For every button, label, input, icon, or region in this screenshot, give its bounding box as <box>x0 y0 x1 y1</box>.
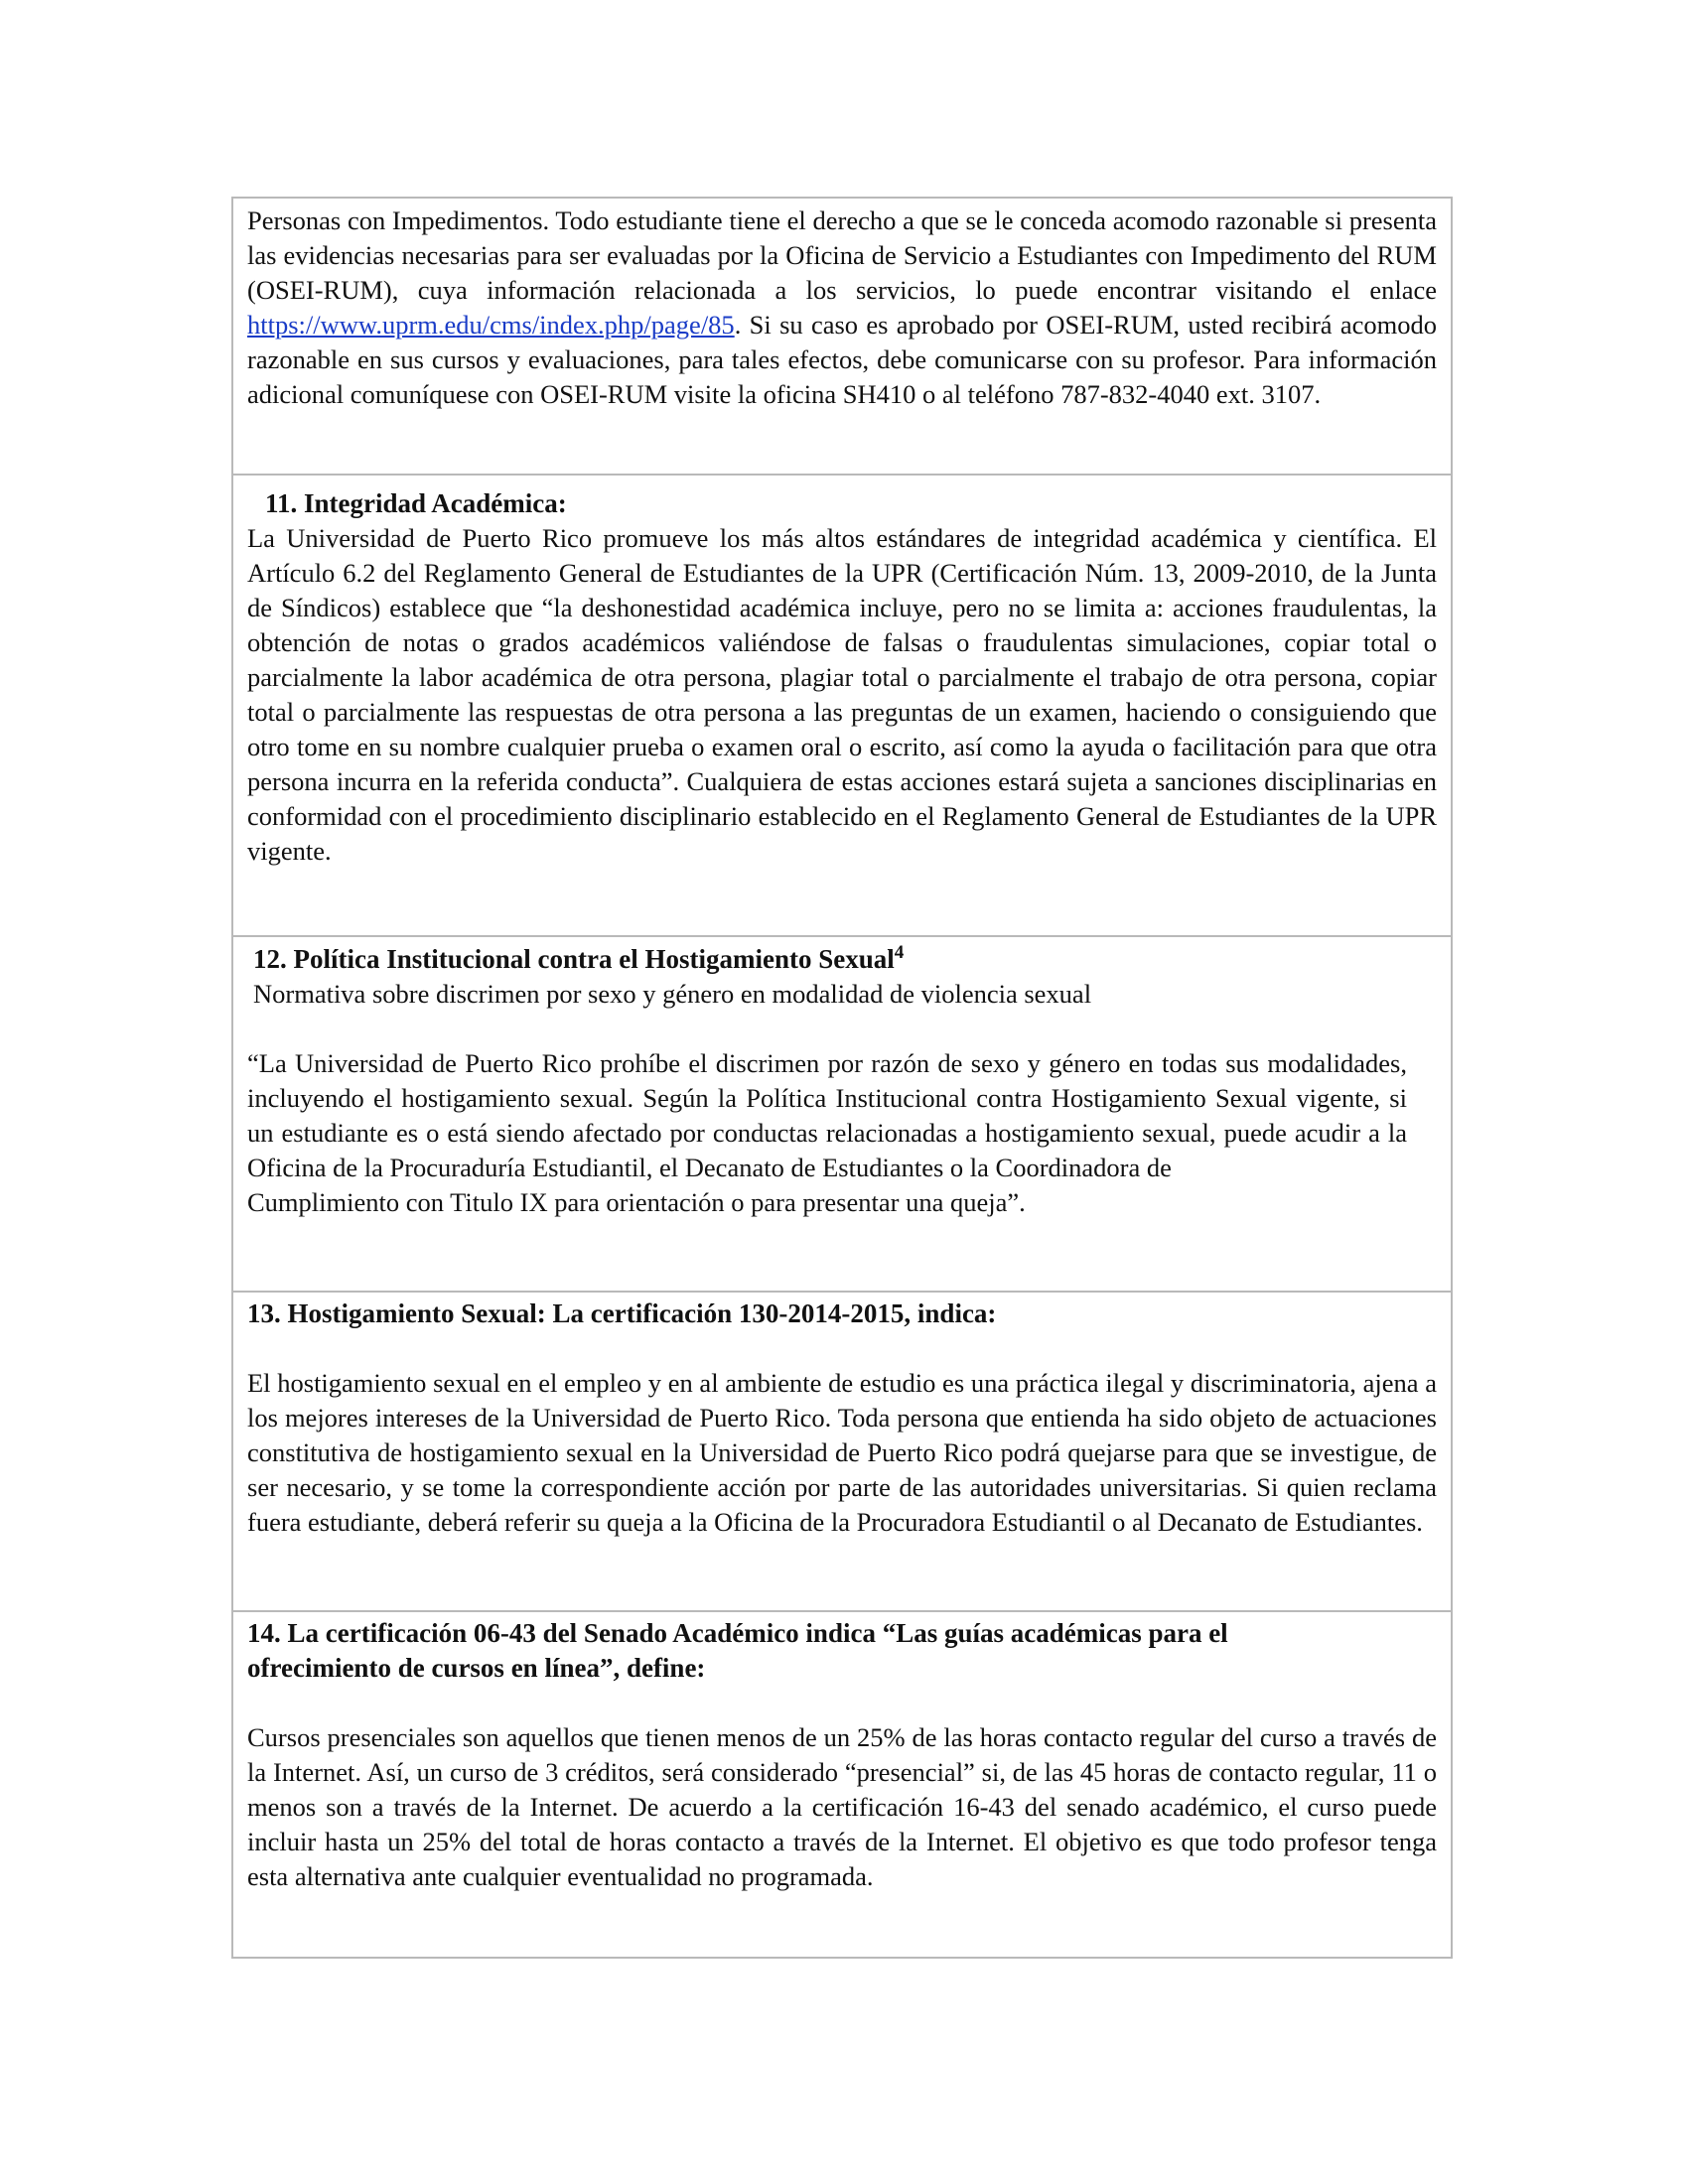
footnote-marker: 4 <box>894 942 905 963</box>
spacer <box>247 1012 1437 1046</box>
section-12-body: “La Universidad de Puerto Rico prohíbe el discrimen por razón de sexo y género en todas sus modalidades, incluyendo el hostigamiento sexual. Según la Política Institucional contra Hostigamiento Sexual vigente, si un estudiante es o está siendo afectado por conductas relacionadas a hostigamiento sexual, puede acudir a la Oficina de la Procuraduría Estudiantil, el Decanato de Estudiantes o la Coordinadora de <box>247 1048 1407 1182</box>
section-14-heading: 14. La certificación 06-43 del Senado Académico indica “Las guías académicas para el ofrecimiento de cursos en línea”, define: <box>247 1618 1228 1683</box>
section-11-heading: 11. Integridad Académica: <box>265 488 567 518</box>
section-11-row <box>233 474 1451 935</box>
spacer <box>247 1331 1437 1366</box>
section-14-row <box>233 1610 1451 1957</box>
section-14-body: Cursos presenciales son aquellos que tienen menos de un 25% de las horas contacto regular del curso a través de la Internet. Así, un curso de 3 créditos, será considerado “presencial” si, de las 45 horas de contacto regular, 11 o menos son a través de la Internet. De acuerdo a la certificación 16-43 del senado académico, el curso puede incluir hasta un 25% del total de horas contacto a través de la Internet. El objetivo es que todo profesor tenga esta alternativa ante cualquier eventualidad no programada. <box>247 1722 1437 1891</box>
spacer <box>247 1686 1437 1720</box>
section-10-text: Personas con Impedimentos. Todo estudiante tiene el derecho a que se le conceda acomodo razonable si presenta las evidencias necesarias para ser evaluadas por la Oficina de Servicio a Estudiantes con Impedimento del RUM (OSEI-RUM), cuya información relacionada a los servicios, lo puede encontrar visitando el enlace https://www.uprm.edu/cms/index.php/page/85. Si su caso es aprobado por OSEI-RUM, usted recibirá acomodo razonable en sus cursos y evaluaciones, para tales efectos, debe comunicarse con su profesor. Para información adicional comuníquese con OSEI-RUM visite la oficina SH410 o al teléfono 787-832-4040 ext. 3107. <box>247 205 1437 409</box>
section-13-body: El hostigamiento sexual en el empleo y en al ambiente de estudio es una práctica ilegal y discriminatoria, ajena a los mejores intereses de la Universidad de Puerto Rico. Toda persona que entienda ha sido objeto de actuaciones constitutiva de hostigamiento sexual en la Universidad de Puerto Rico podrá quejarse para que se investigue, de ser necesario, y se tome la correspondiente acción por parte de las autoridades universitarias. Si quien reclama fuera estudiante, deberá referir su queja a la Oficina de la Procuradora Estudiantil o al Decanato de Estudiantes. <box>247 1368 1437 1537</box>
section-12-row <box>233 935 1451 1291</box>
osei-link[interactable]: https://www.uprm.edu/cms/index.php/page/85 <box>247 310 735 340</box>
section-10-text-before-link: Personas con Impedimentos. Todo estudiante tiene el derecho a que se le conceda acomodo razonable si presenta las evidencias necesarias para ser evaluadas por la Oficina de Servicio a Estudiantes con Impedimento del RUM (OSEI-RUM), cuya información relacionada a los servicios, lo puede encontrar visitando el enlace <box>247 205 1437 305</box>
section-10-text-after-link: Si su caso es aprobado por OSEI-RUM, usted recibirá acomodo razonable en sus cursos y evaluaciones, para tales efectos, debe comunicarse con su profesor. Para información adicional comuníquese con OSEI-RUM visite la oficina SH410 o al teléfono 787-832-4040 ext. 3107. <box>247 310 1437 409</box>
section-10-row <box>233 199 1451 474</box>
section-11-body: La Universidad de Puerto Rico promueve los más altos estándares de integridad académica y científica. El Artículo 6.2 del Reglamento General de Estudiantes de la UPR (Certificación Núm. 13, 2009-2010, de la Junta de Síndicos) establece que “la deshonestidad académica incluye, pero no se limita a: acciones fraudulentas, la obtención de notas o grados académicos valiéndose de falsas o fraudulentas simulaciones, copiar total o parcialmente la labor académica de otra persona, plagiar total o parcialmente el trabajo de otra persona, copiar total o parcialmente las respuestas de otra persona a las preguntas de un examen, haciendo o consiguiendo que otro tome en su nombre cualquier prueba o examen oral o escrito, así como la ayuda o facilitación para que otra persona incurra en la referida conducta”. Cualquiera de estas acciones estará sujeta a sanciones disciplinarias en conformidad con el procedimiento disciplinario establecido en el Reglamento General de Estudiantes de la UPR vigente. <box>247 523 1437 866</box>
section-13-heading: 13. Hostigamiento Sexual: La certificación 130-2014-2015, indica: <box>247 1298 997 1328</box>
document-table <box>231 197 1453 1959</box>
section-12-subheading: Normativa sobre discrimen por sexo y género en modalidad de violencia sexual <box>253 979 1092 1009</box>
section-12-body-last-line: Cumplimiento con Titulo IX para orientación o para presentar una queja”. <box>247 1187 1026 1217</box>
section-13-row <box>233 1291 1451 1610</box>
section-12-heading <box>247 942 1437 977</box>
section-12-heading-text: 12. Política Institucional contra el Hostigamiento Sexual <box>253 944 895 974</box>
